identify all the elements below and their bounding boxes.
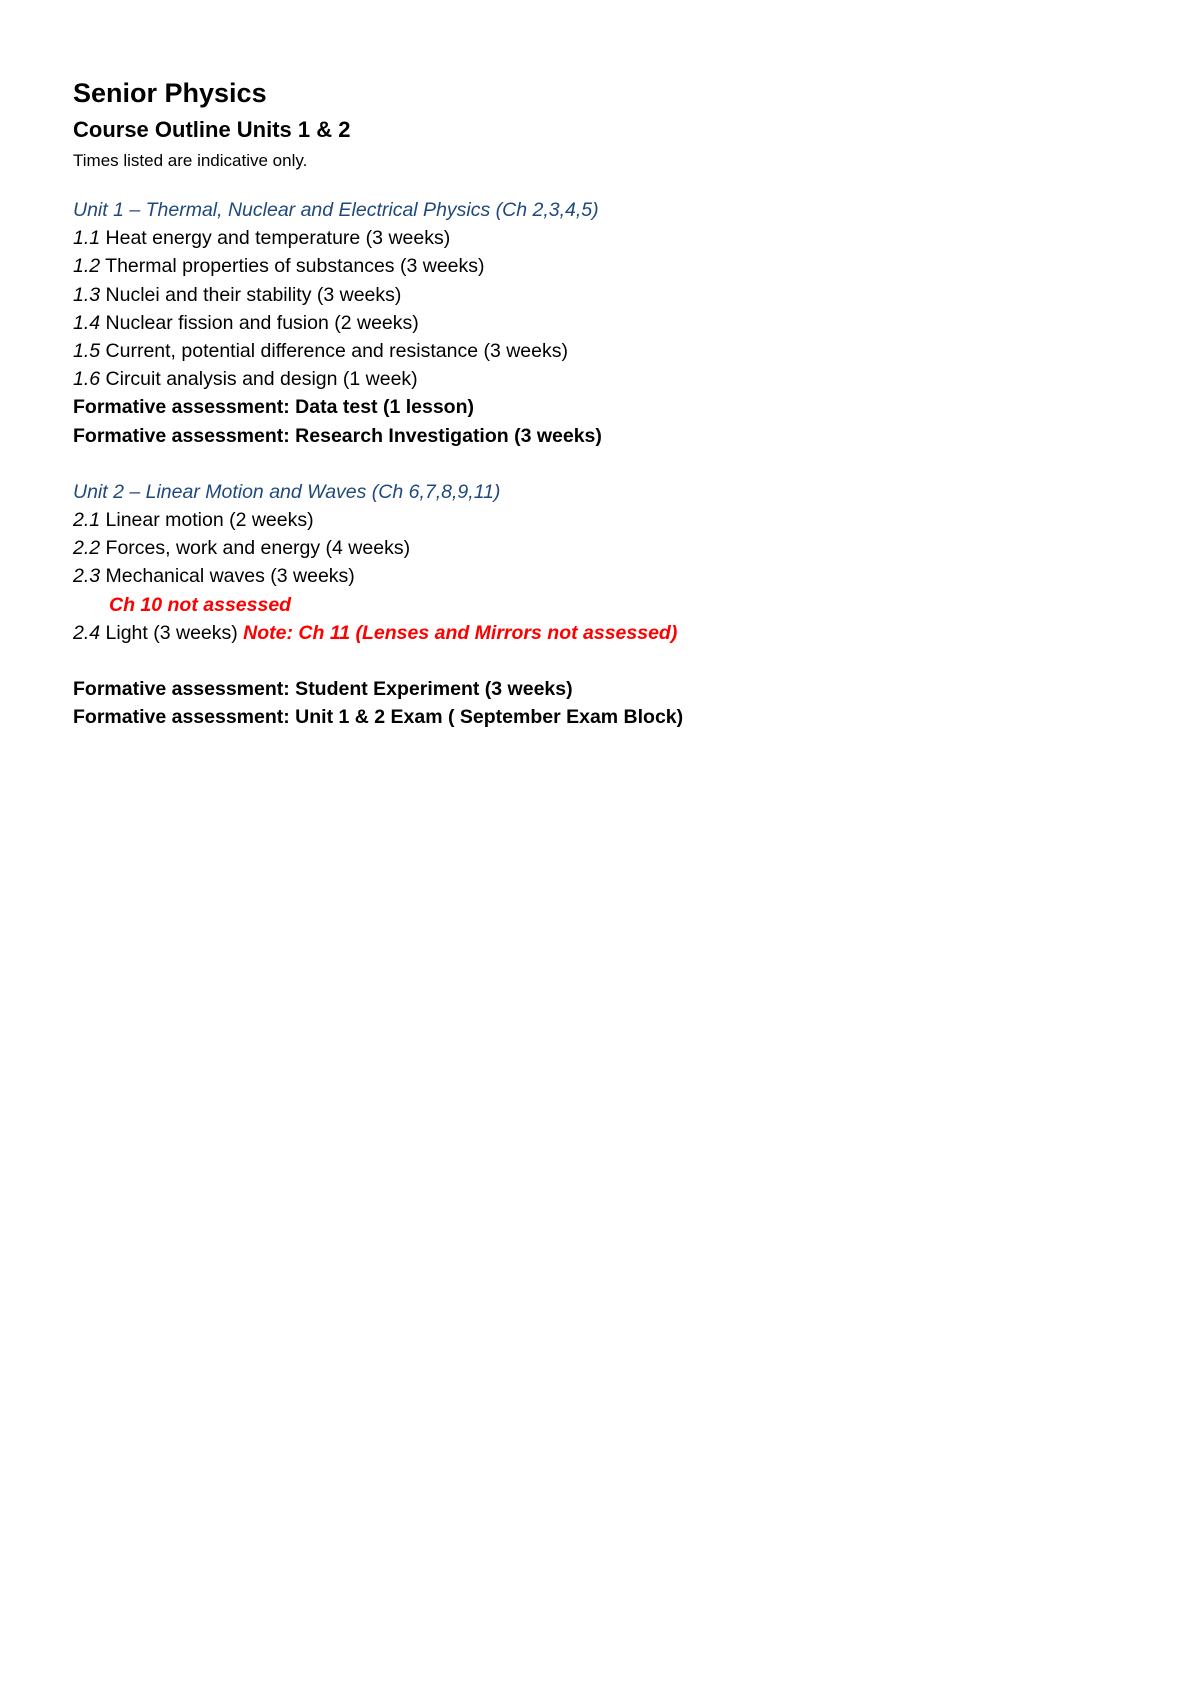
topic-1-6 — [73, 365, 1133, 393]
ch11-note: Note: Ch 11 (Lenses and Mirrors not assessed) — [243, 621, 678, 644]
unit-1-assessment-research: Formative assessment: Research Investigation (3 weeks) — [73, 424, 602, 447]
document-subtitle: Course Outline Units 1 & 2 — [73, 117, 351, 142]
topic-text: Thermal properties of substances (3 weeks) — [100, 255, 485, 278]
unit-2-assessment-experiment: Formative assessment: Student Experiment (3 weeks) — [73, 678, 573, 701]
unit-1-assessment-data-test: Formative assessment: Data test (1 lesson) — [73, 396, 474, 419]
topic-number: 1.4 — [73, 311, 101, 334]
topic-number: 2.4 — [73, 621, 101, 644]
topic-1-4 — [73, 309, 1133, 337]
topic-1-3 — [73, 281, 1133, 309]
topic-number: 2.3 — [73, 565, 101, 588]
topic-1-2 — [73, 252, 1133, 280]
topic-number: 2.2 — [73, 537, 101, 560]
document-page — [73, 74, 1133, 731]
unit-2-section — [73, 478, 1133, 732]
topic-text: Light (3 weeks) — [100, 621, 244, 644]
unit-1-heading: Unit 1 – Thermal, Nuclear and Electrical Physics (Ch 2,3,4,5) — [73, 199, 599, 221]
topic-2-1 — [73, 506, 1133, 534]
topic-1-5 — [73, 337, 1133, 365]
topic-2-4 — [73, 619, 1133, 647]
topic-1-1 — [73, 224, 1133, 252]
topic-text: Mechanical waves (3 weeks) — [100, 565, 355, 588]
unit-2-heading: Unit 2 – Linear Motion and Waves (Ch 6,7,8,9,11) — [73, 480, 501, 503]
topic-text: Nuclear fission and fusion (2 weeks) — [100, 311, 419, 334]
unit-2-assessment-exam: Formative assessment: Unit 1 & 2 Exam ( September Exam Block) — [73, 706, 684, 729]
timing-note: Times listed are indicative only. — [73, 151, 308, 170]
topic-number: 1.3 — [73, 283, 101, 306]
document-title: Senior Physics — [73, 78, 267, 108]
topic-2-3 — [73, 562, 1133, 590]
topic-text: Heat energy and temperature (3 weeks) — [100, 227, 451, 250]
topic-number: 2.1 — [73, 509, 101, 532]
topic-text: Current, potential difference and resistance (3 weeks) — [100, 340, 568, 363]
topic-text: Forces, work and energy (4 weeks) — [100, 537, 411, 560]
topic-number: 1.1 — [73, 227, 101, 250]
ch10-not-assessed-note: Ch 10 not assessed — [109, 593, 292, 616]
topic-text: Linear motion (2 weeks) — [100, 509, 314, 532]
topic-text: Circuit analysis and design (1 week) — [100, 368, 418, 391]
unit-1-section — [73, 196, 1133, 450]
topic-number: 1.6 — [73, 368, 101, 391]
topic-number: 1.5 — [73, 340, 101, 363]
topic-2-2 — [73, 534, 1133, 562]
topic-number: 1.2 — [73, 255, 101, 278]
topic-text: Nuclei and their stability (3 weeks) — [100, 283, 402, 306]
